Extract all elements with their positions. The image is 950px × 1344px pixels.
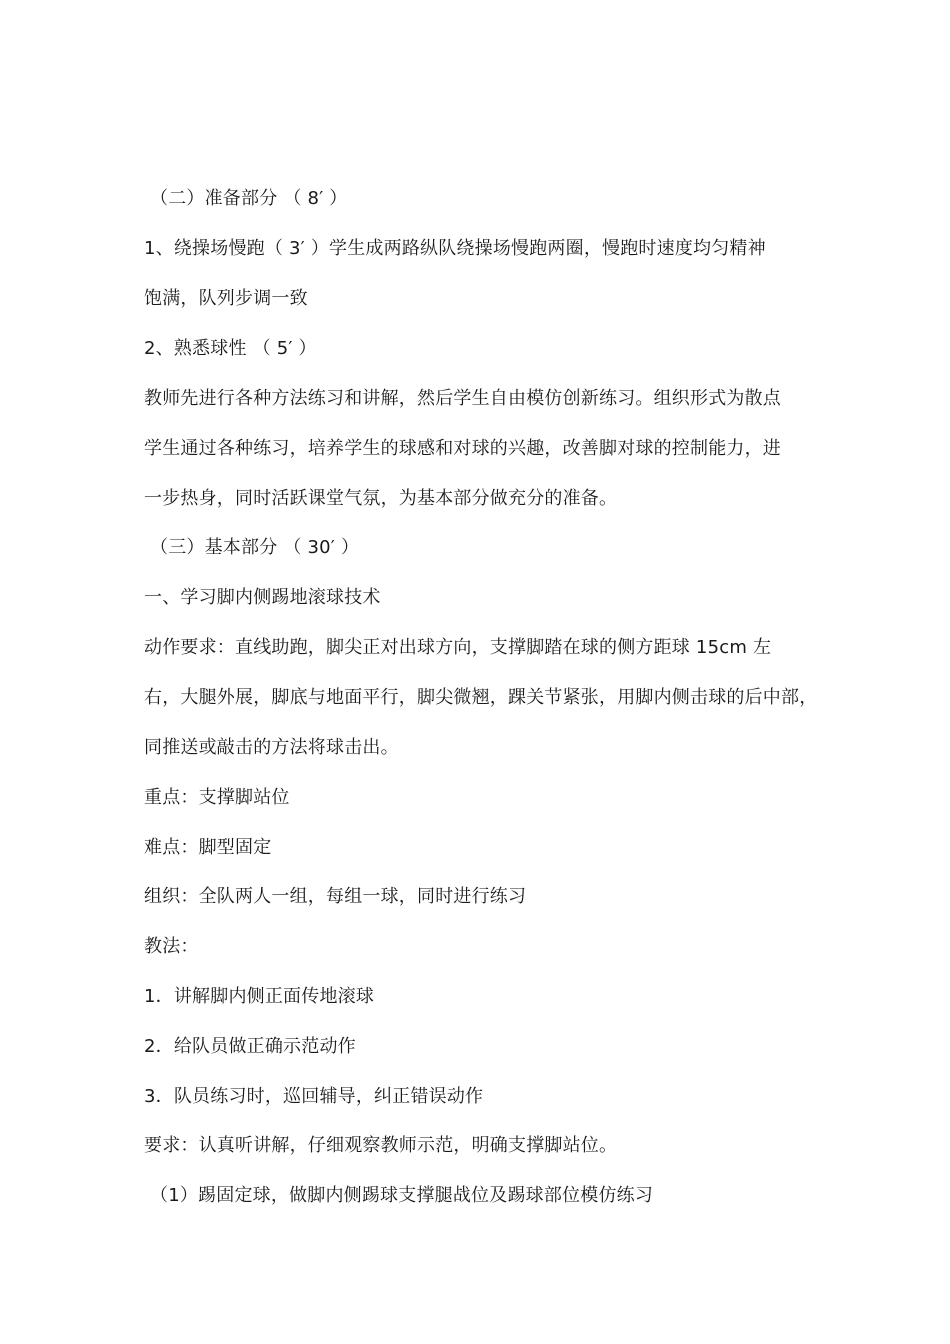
subheading-technique: 一、学习脚内侧踢地滚球技术	[144, 587, 381, 608]
list-item: 1．讲解脚内侧正面传地滚球	[144, 986, 375, 1007]
organization-line: 组织：全队两人一组，每组一球，同时进行练习	[144, 886, 527, 907]
exercise-item: （1）踢固定球，做脚内侧踢球支撑腿战位及踢球部位模仿练习	[150, 1185, 654, 1206]
requirement-line: 要求：认真听讲解，仔细观察教师示范，明确支撑脚站位。	[144, 1135, 618, 1156]
list-item: 3．队员练习时，巡回辅导，纠正错误动作	[144, 1086, 484, 1107]
section-heading-preparation: （二）准备部分 （ 8′ ）	[150, 188, 348, 209]
paragraph-line: 饱满，队列步调一致	[144, 288, 308, 309]
subheading-ball-familiarity: 2、熟悉球性 （ 5′ ）	[144, 338, 317, 359]
key-point-line: 重点：支撑脚站位	[144, 787, 290, 808]
list-item: 2．给队员做正确示范动作	[144, 1036, 356, 1057]
teaching-method-label: 教法：	[144, 936, 199, 957]
paragraph-line: 一步热身，同时活跃课堂气氛，为基本部分做充分的准备。	[144, 488, 618, 509]
paragraph-line: 右，大腿外展，脚底与地面平行，脚尖微翘，踝关节紧张，用脚内侧击球的后中部，	[144, 687, 818, 708]
paragraph-line: 教师先进行各种方法练习和讲解，然后学生自由模仿创新练习。组织形式为散点	[144, 388, 781, 409]
section-heading-basic: （三）基本部分 （ 30′ ）	[150, 537, 360, 558]
paragraph-line: 动作要求：直线助跑，脚尖正对出球方向，支撑脚踏在球的侧方距球 15cm 左	[144, 637, 772, 658]
paragraph-line: 同推送或敲击的方法将球击出。	[144, 737, 399, 758]
paragraph-line: 1、绕操场慢跑（ 3′ ）学生成两路纵队绕操场慢跑两圈，慢跑时速度均匀精神	[144, 238, 766, 259]
difficulty-line: 难点：脚型固定	[144, 837, 272, 858]
paragraph-line: 学生通过各种练习，培养学生的球感和对球的兴趣，改善脚对球的控制能力，进	[144, 438, 781, 459]
